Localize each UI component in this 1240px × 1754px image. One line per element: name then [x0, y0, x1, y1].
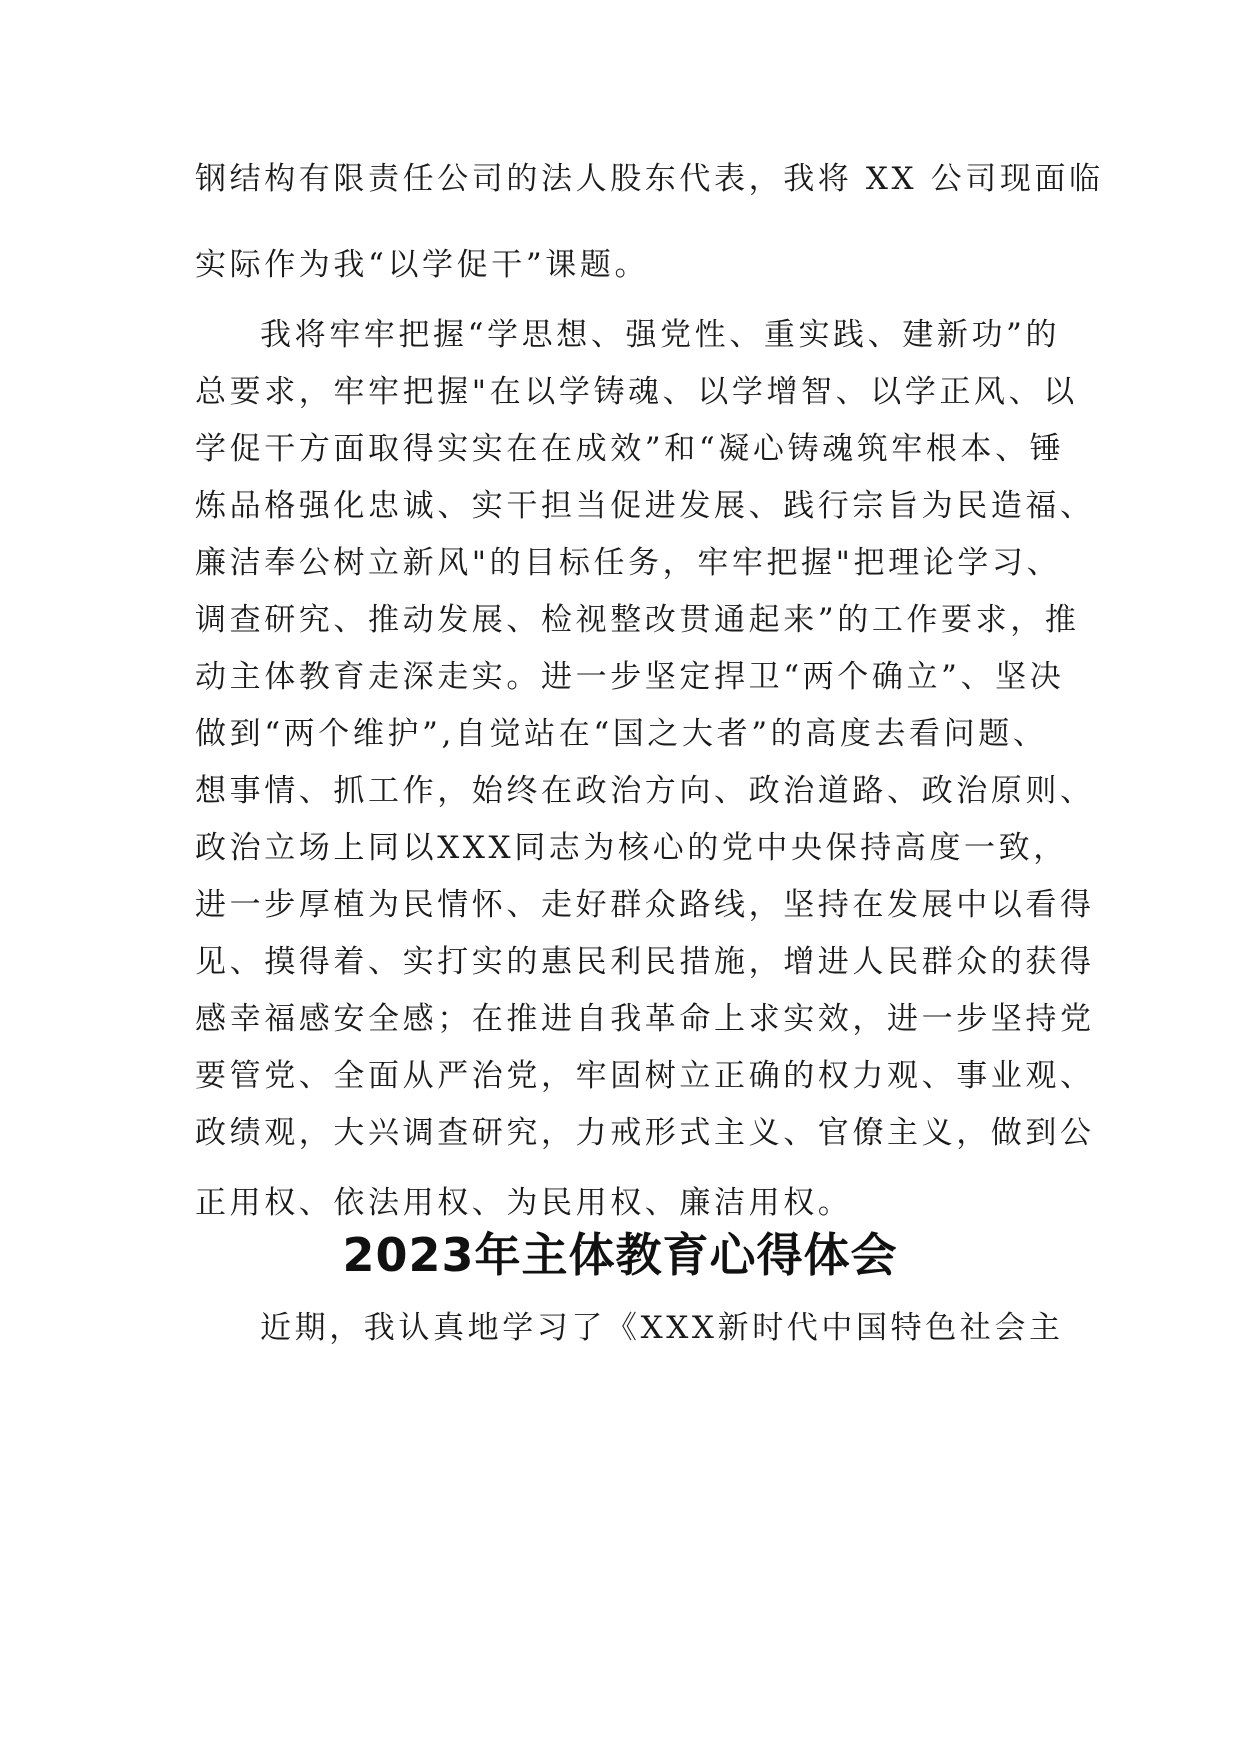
body-text-line: 感幸福感安全感；在推进自我革命上求实效，进一步坚持党 — [195, 1001, 1095, 1037]
body-text-line: 要管党、全面从严治党，牢固树立正确的权力观、事业观、 — [195, 1058, 1095, 1094]
body-text-line: 政治立场上同以XXX同志为核心的党中央保持高度一致， — [195, 830, 1068, 866]
body-text-line: 廉洁奉公树立新风"的目标任务，牢牢把握"把理论学习、 — [195, 545, 1062, 581]
body-text-line: 学促干方面取得实实在在成效”和“凝心铸魂筑牢根本、锤 — [195, 431, 1065, 467]
document-title: 2023年主体教育心得体会 — [342, 1228, 898, 1282]
body-text-line: 正用权、依法用权、为民用权、廉洁用权。 — [195, 1185, 853, 1221]
body-text-line: 钢结构有限责任公司的法人股东代表，我将 XX 公司现面临 — [195, 161, 1104, 197]
body-text-line: 我将牢牢把握“学思想、强党性、重实践、建新功”的 — [260, 317, 1061, 353]
body-text-line: 想事情、抓工作，始终在政治方向、政治道路、政治原则、 — [195, 773, 1095, 809]
body-text-line: 动主体教育走深走实。进一步坚定捍卫“两个确立”、坚决 — [195, 659, 1065, 695]
body-text-line: 实际作为我“以学促干”课题。 — [195, 247, 650, 283]
body-text-line: 调查研究、推动发展、检视整改贯通起来”的工作要求，推 — [195, 602, 1080, 638]
body-text-line: 见、摸得着、实打实的惠民利民措施，增进人民群众的获得 — [195, 944, 1095, 980]
body-text-line: 进一步厚植为民情怀、走好群众路线，坚持在发展中以看得 — [195, 887, 1095, 923]
body-text-line: 政绩观，大兴调查研究，力戒形式主义、官僚主义，做到公 — [195, 1115, 1095, 1151]
body-text-line: 做到“两个维护”,自觉站在“国之大者”的高度去看问题、 — [195, 716, 1048, 752]
body-text-line: 总要求，牢牢把握"在以学铸魂、以学增智、以学正风、以 — [195, 374, 1078, 410]
body-text-line: 近期，我认真地学习了《XXX新时代中国特色社会主 — [260, 1310, 1064, 1346]
body-text-line: 炼品格强化忠诚、实干担当促进发展、践行宗旨为民造福、 — [195, 488, 1095, 524]
